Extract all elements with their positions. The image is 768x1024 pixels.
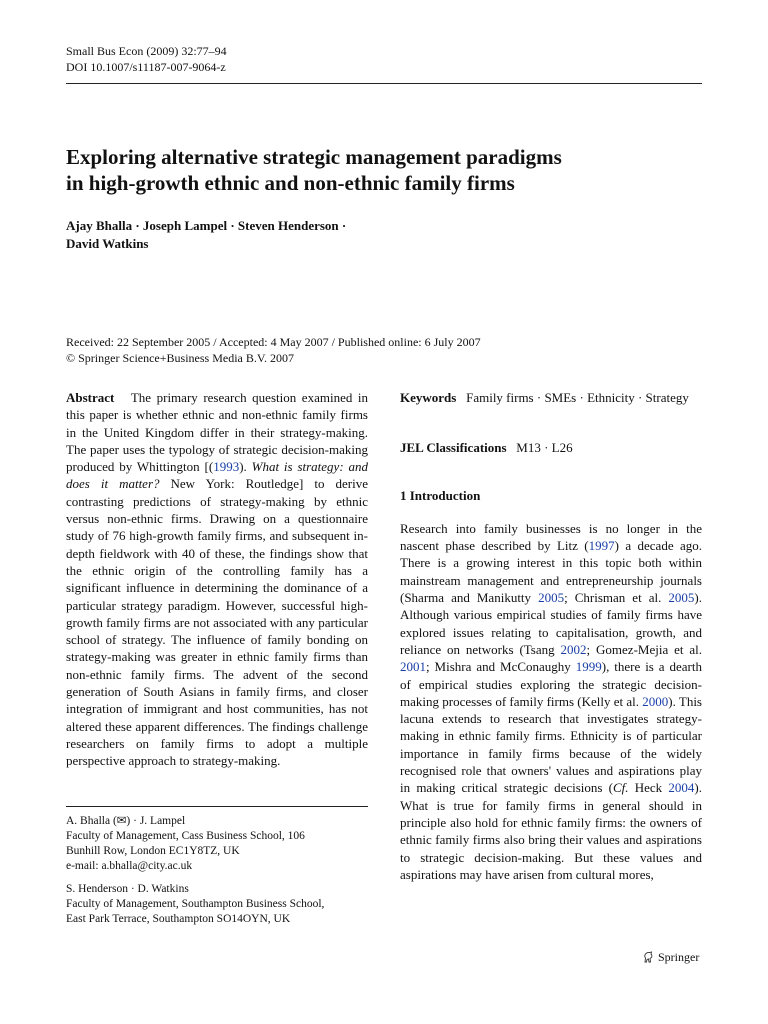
title-line-1: Exploring alternative strategic management paradigms — [66, 145, 562, 169]
reference-link-sharma-2005[interactable]: 2005 — [538, 590, 565, 606]
intro-text-5: ; Gomez-Mejia et al. — [586, 641, 703, 657]
abstract-paragraph — [66, 389, 368, 770]
journal-header — [66, 43, 227, 75]
footnote-rule — [66, 806, 368, 807]
reference-link-chrisman-2005[interactable]: 2005 — [668, 590, 695, 606]
intro-text-3: ; Chrisman et al. — [564, 590, 669, 606]
doi-line: DOI 10.1007/s11187-007-9064-z — [66, 60, 226, 74]
affiliation-email[interactable]: e-mail: a.bhalla@city.ac.uk — [66, 860, 193, 872]
intro-text-9: Heck — [628, 780, 669, 796]
keywords-text: Family firms · SMEs · Ethnicity · Strategy — [466, 390, 689, 405]
header-rule — [66, 83, 702, 84]
affiliation-address-2b: East Park Terrace, Southampton SO14OYN, UK — [66, 913, 291, 925]
author-list — [66, 217, 666, 253]
reference-link-tsang-2002[interactable]: 2002 — [560, 641, 587, 657]
jel-classifications — [400, 439, 702, 456]
intro-text-6: ; Mishra and McConaughy — [426, 659, 576, 675]
affiliation-block-1 — [66, 814, 368, 874]
keywords-label: Keywords — [400, 390, 457, 405]
history-dates: Received: 22 September 2005 / Accepted: 4 May 2007 / Published online: 6 July 2007 — [66, 335, 481, 349]
reference-link-litz-1997[interactable]: 1997 — [588, 538, 615, 554]
intro-italic-cf: Cf. — [613, 780, 629, 796]
paper-title — [66, 144, 686, 196]
right-column — [400, 389, 702, 883]
abstract-column — [66, 389, 368, 770]
affiliation-block-2 — [66, 882, 368, 927]
abstract-text-b: ). — [239, 459, 252, 475]
reference-link-heck-2004[interactable]: 2004 — [668, 780, 695, 796]
publisher-footer — [642, 949, 699, 965]
jel-label: JEL Classifications — [400, 440, 507, 456]
publication-dates — [66, 334, 702, 366]
reference-link-mishra-1999[interactable]: 1999 — [575, 659, 602, 675]
authors-line-1: Ajay Bhalla · Joseph Lampel · Steven Henderson · — [66, 218, 347, 233]
abstract-label: Abstract — [66, 390, 115, 405]
affiliation-address-1a: Faculty of Management, Cass Business School, 106 — [66, 830, 305, 842]
intro-text-2: ) a decade ago. There is a growing interest in this topic both within mainstream management and entrepreneurship journals (Sharma and Manikutty — [400, 538, 703, 606]
intro-text-7: ), there is a dearth of empirical studies exploring the strategic decision-making processes of family firms (Kelly et al. — [400, 659, 702, 709]
affiliation-authors-2: S. Henderson · D. Watkins — [66, 883, 189, 895]
reference-link-gomez-mejia-2001[interactable]: 2001 — [400, 659, 426, 675]
affiliation-address-2a: Faculty of Management, Southampton Business School, — [66, 898, 325, 910]
reference-link-whittington-1993[interactable]: 1993 — [213, 459, 240, 475]
intro-text-8: ). This lacuna extends to research that investigates strategy-making in ethnic family firms. Ethnicity is of particular importance in family firms because of the widely recognised role that owners' values and aspirations play in making critical strategic decisions ( — [400, 693, 702, 796]
copyright-notice: © Springer Science+Business Media B.V. 2007 — [66, 351, 294, 365]
springer-horse-icon — [642, 951, 654, 963]
intro-text-10: ). What is true for family firms in general should in principle also hold for ethnic family firms: the owners of ethnic family firms also bring their values and aspirations to strategic decision-making. But these values and aspirations may have arisen from cultural mores, — [400, 780, 702, 882]
intro-text-4: ). Although various empirical studies of family firms have explored issues relating to capitalisation, growth, and reliance on networks (Tsang — [400, 590, 702, 657]
authors-line-2: David Watkins — [66, 236, 149, 251]
jel-codes: M13 · L26 — [516, 440, 573, 456]
publisher-name: Springer — [658, 950, 700, 964]
journal-citation: Small Bus Econ (2009) 32:77–94 — [66, 44, 227, 58]
affiliation-authors-1: A. Bhalla (✉) · J. Lampel — [66, 815, 186, 827]
abstract-text-c: New York: Routledge] to derive contrasting predictions of strategy-making by ethnic versus non-ethnic firms. Drawing on a questionnaire study of 76 high-growth family firms, and subsequent in-depth fieldwork with 40 of these, the findings show that the ethnic origin of the controlling family has a significant influence in determining the dominance of a particular strategy paradigm. However, successful high-growth family firms are not associated with any particular school of strategy. The influence of family bonding on strategy-making was greater in ethnic family firms than non-ethnic family firms. The advent of the second generation of South Asians in family firms, and closer integration of immigrant and host communities, has not altered these apparent differences. The findings challenge researchers on family firms to adopt a multiple perspective approach to strategy-making. — [66, 476, 368, 769]
abstract-italic-title: What is strategy: and does it matter? — [66, 459, 368, 492]
abstract-text-a: The primary research question examined in this paper is whether ethnic and non-ethnic family firms in the United Kingdom differ in their strategy-making. The paper uses the typology of strategic decision-making produced by Whittington [( — [66, 390, 369, 475]
introduction-paragraph — [400, 520, 702, 883]
title-line-2: in high-growth ethnic and non-ethnic family firms — [66, 171, 515, 195]
affiliation-address-1b: Bunhill Row, London EC1Y8TZ, UK — [66, 845, 240, 857]
reference-link-kelly-2000[interactable]: 2000 — [642, 693, 669, 709]
keywords — [400, 389, 702, 406]
section-heading-introduction: 1 Introduction — [400, 487, 481, 503]
intro-text-1: Research into family businesses is no longer in the nascent phase described by Litz ( — [400, 520, 702, 554]
